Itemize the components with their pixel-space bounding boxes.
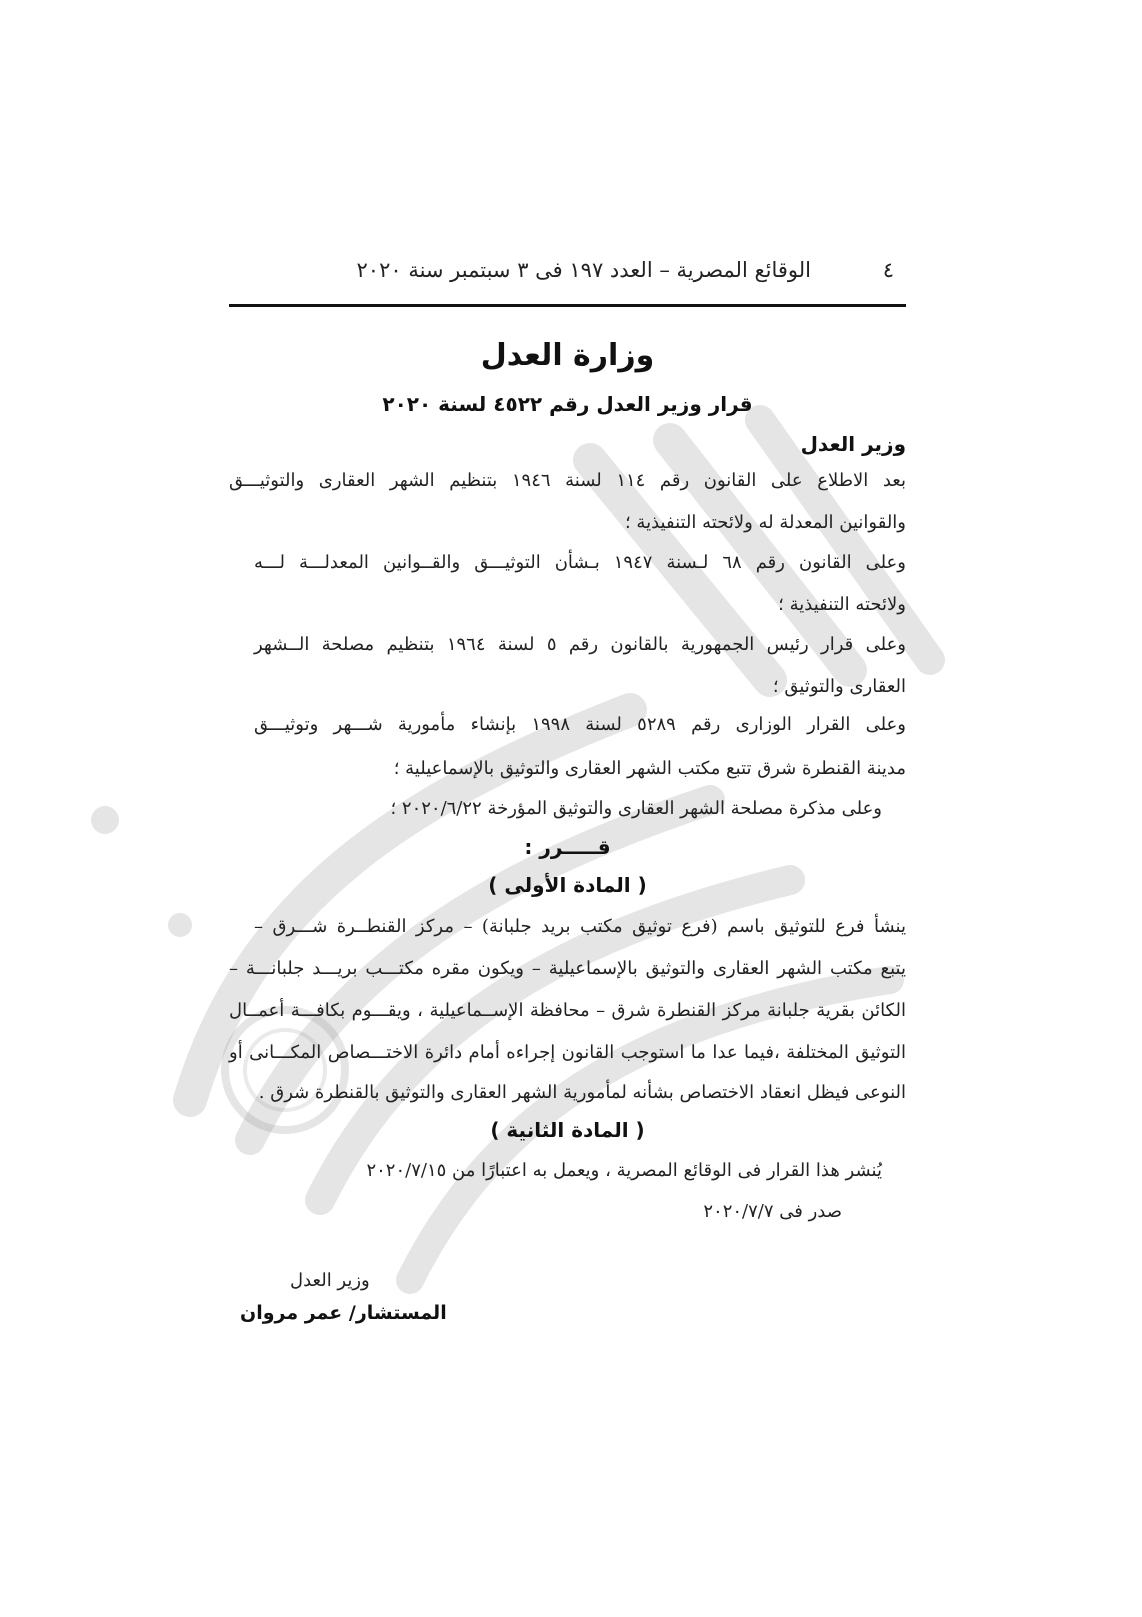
preamble-line: وعلى القرار الوزارى رقم ٥٢٨٩ لسنة ١٩٩٨ بإنشاء مأمورية شـــهر وتوثيـــق [254, 714, 906, 735]
page-number: ٤ [882, 258, 894, 282]
article-1-heading: ( المادة الأولى ) [488, 873, 647, 897]
decree-title: قرار وزير العدل رقم ٤٥٢٢ لسنة ٢٠٢٠ [382, 392, 753, 416]
preamble-line: وعلى قرار رئيس الجمهورية بالقانون رقم ٥ لسنة ١٩٦٤ بتنظيم مصلحة الــشهر [254, 634, 906, 655]
header-rule [229, 304, 906, 307]
signature-title: وزير العدل [290, 1270, 370, 1291]
preamble-line: والقوانين المعدلة له ولائحته التنفيذية ؛ [624, 512, 906, 533]
article-1-line: يتبع مكتب الشهر العقارى والتوثيق بالإسماعيلية – ويكون مقره مكتـــب بريـــد جلبانـــة – [229, 958, 906, 979]
minister-label: وزير العدل [800, 432, 906, 456]
issued-date: صدر فى ٢٠٢٠/٧/٧ [703, 1201, 842, 1222]
article-1-line: النوعى فيظل انعقاد الاختصاص بشأنه لمأمورية الشهر العقارى والتوثيق بالقنطرة شرق . [258, 1082, 906, 1103]
article-2-heading: ( المادة الثانية ) [490, 1118, 645, 1142]
preamble-line: وعلى القانون رقم ٦٨ لـسنة ١٩٤٧ بـشأن التوثيـــق والقــوانين المعدلـــة لـــه [254, 552, 906, 573]
article-1-line: الكائن بقرية جلبانة مركز القنطرة شرق – محافظة الإســماعيلية ، ويقـــوم بكافـــة أعمــال [229, 1000, 906, 1021]
preamble-line: مدينة القنطرة شرق تتبع مكتب الشهر العقارى والتوثيق بالإسماعيلية ؛ [393, 758, 906, 779]
decided-heading: قـــــرر : [524, 835, 611, 859]
preamble-line: العقارى والتوثيق ؛ [772, 676, 906, 697]
signature-name: المستشار/ عمر مروان [240, 1302, 447, 1324]
preamble-line: وعلى مذكرة مصلحة الشهر العقارى والتوثيق المؤرخة ٢٠٢٠/٦/٢٢ ؛ [390, 798, 882, 819]
ministry-heading: وزارة العدل [480, 338, 655, 373]
article-1-line: التوثيق المختلفة ،فيما عدا ما استوجب القانون إجراءه أمام دائرة الاختـــصاص المكـــانى أو [229, 1042, 906, 1063]
article-1-line: ينشأ فرع للتوثيق باسم (فرع توثيق مكتب بريد جلبانة) – مركز القنطــرة شـــرق – [254, 916, 906, 937]
preamble-line: ولائحته التنفيذية ؛ [778, 594, 906, 615]
preamble-line: بعد الاطلاع على القانون رقم ١١٤ لسنة ١٩٤٦ بتنظيم الشهر العقارى والتوثيـــق [229, 470, 907, 491]
running-header [229, 258, 906, 292]
gazette-title: الوقائع المصرية – العدد ١٩٧ فى ٣ سبتمبر سنة ٢٠٢٠ [356, 258, 811, 282]
article-2-text: يُنشر هذا القرار فى الوقائع المصرية ، ويعمل به اعتبارًا من ٢٠٢٠/٧/١٥ [366, 1160, 882, 1181]
